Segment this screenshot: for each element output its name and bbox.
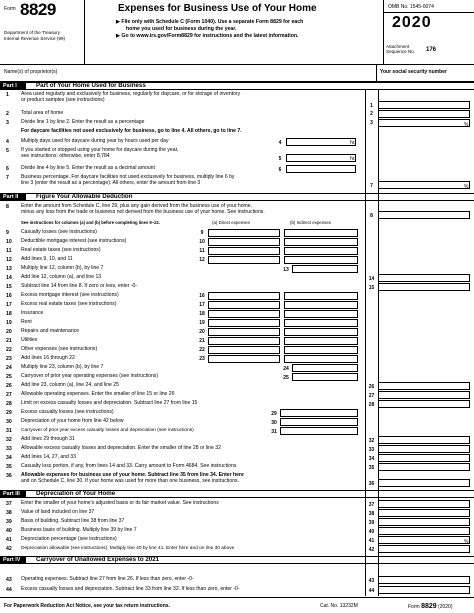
instruction-1: ▶ File only with Schedule C (Form 1040). Use a separate Form 8829 for each bbox=[116, 19, 304, 25]
box-36-num: 36 bbox=[368, 481, 375, 487]
part-2-tag: Part II bbox=[0, 194, 26, 201]
line-21-num: 21 bbox=[6, 338, 12, 344]
footer-form-label: Form bbox=[408, 604, 420, 610]
part-3-tag: Part III bbox=[0, 491, 26, 498]
box-18-num: 18 bbox=[199, 311, 205, 317]
line-17-col-b-input[interactable] bbox=[284, 301, 358, 309]
line-10-num: 10 bbox=[6, 239, 12, 245]
line-35-text: Casualty loss portion, if any, from lines 14 and 33. Carry amount to Form 4684. See instructions bbox=[21, 463, 237, 469]
line-36-num: 36 bbox=[6, 473, 12, 479]
line-39-text: Basis of building. Subtract line 38 from line 37 bbox=[21, 518, 125, 524]
line-15-num: 15 bbox=[6, 284, 12, 290]
line-30-num: 30 bbox=[6, 419, 12, 425]
line-4-input[interactable] bbox=[286, 138, 356, 146]
part-2-header bbox=[0, 193, 474, 201]
line-31-text: Carryover of prior year excess casualty losses and depreciation (see instructions) bbox=[21, 428, 194, 433]
line-5-hr: hr. bbox=[350, 156, 356, 162]
box-15-num: 15 bbox=[368, 285, 375, 291]
line-7-input[interactable] bbox=[378, 181, 470, 189]
box-9-num: 9 bbox=[200, 230, 204, 236]
line-12-num: 12 bbox=[6, 257, 12, 263]
line-12-text: Add lines 9, 10, and 11 bbox=[21, 256, 73, 262]
box-29-num: 29 bbox=[271, 411, 277, 417]
line-24-input[interactable] bbox=[292, 364, 358, 372]
line-34-input[interactable] bbox=[378, 454, 470, 462]
box-6-num: 6 bbox=[278, 167, 282, 173]
box-7-num: 7 bbox=[370, 183, 373, 189]
ssn-label: Your social security number bbox=[380, 69, 447, 75]
sequence-number: 176 bbox=[426, 47, 437, 53]
line-2-input[interactable] bbox=[378, 110, 470, 118]
line-3-text: Divide line 1 by line 2. Enter the result as a percentage bbox=[21, 119, 145, 125]
line-5-input[interactable] bbox=[286, 154, 356, 162]
box-20-num: 20 bbox=[199, 329, 205, 335]
line-24-num: 24 bbox=[6, 365, 12, 371]
line-20-text: Repairs and maintenance bbox=[21, 328, 80, 334]
line-8-text-b: minus any loss from the trade or business not derived from the business use of your home. See instructions. bbox=[21, 209, 265, 215]
line-26-num: 26 bbox=[6, 383, 12, 389]
line-19-text: Rent bbox=[21, 319, 32, 325]
line-29-input[interactable] bbox=[280, 409, 358, 417]
line-43-text: Operating expenses. Subtract line 27 from line 26. If less than zero, enter -0- bbox=[21, 576, 194, 582]
line-16-col-b-input[interactable] bbox=[284, 292, 358, 300]
box-27-num: 27 bbox=[368, 393, 375, 399]
line-18-col-a-input[interactable] bbox=[208, 310, 280, 318]
line-7-text-b: line 3 (enter the result as a percentage). All others, enter the amount from line 3 bbox=[21, 180, 201, 186]
form-instructions bbox=[116, 19, 366, 40]
line-26-input[interactable] bbox=[378, 382, 470, 390]
line-7-text-a: Business percentage. For daycare facilities not used exclusively for business, multiply line 6 by bbox=[21, 174, 235, 180]
line-21-col-a-input[interactable] bbox=[208, 337, 280, 345]
line-8-text-a: Enter the amount from Schedule C, line 29, plus any gain derived from the business use of your home, bbox=[21, 203, 253, 209]
box-4-num: 4 bbox=[278, 140, 282, 146]
attachment-text: Attachment bbox=[386, 44, 410, 49]
box-30-num: 30 bbox=[271, 420, 277, 426]
line-19-col-a-input[interactable] bbox=[208, 319, 280, 327]
instruction-2: home you used for business during the year. bbox=[126, 26, 237, 32]
line-8-num: 8 bbox=[6, 204, 9, 210]
line-36-text-a: Allowable expenses for business use of your home. Subtract line 35 from line 34. Enter here bbox=[21, 472, 244, 478]
line-6-num: 6 bbox=[6, 166, 9, 172]
line-44-text: Excess casualty losses and depreciation. Subtract line 33 from line 32. If less than zero, enter -0- bbox=[21, 586, 240, 592]
line-7-pct: % bbox=[464, 184, 469, 190]
line-42-num: 42 bbox=[6, 546, 12, 552]
tax-year: 2020 bbox=[392, 14, 432, 31]
part-4-title: Carryover of Unallowed Expenses to 2021 bbox=[36, 556, 160, 563]
line-41-num: 41 bbox=[6, 537, 12, 543]
line-21-col-b-input[interactable] bbox=[284, 337, 358, 345]
part-3-header bbox=[0, 490, 474, 498]
line-32-text: Add lines 29 through 31 bbox=[21, 436, 75, 442]
line-13-text: Multiply line 12, column (b), by line 7 bbox=[21, 265, 104, 271]
box-35-num: 35 bbox=[368, 465, 375, 471]
part-1-header bbox=[0, 82, 474, 90]
line-20-col-a-input[interactable] bbox=[208, 328, 280, 336]
box-23-num: 23 bbox=[199, 356, 205, 362]
line-22-col-b-input[interactable] bbox=[284, 346, 358, 354]
footer-form-id bbox=[408, 603, 452, 610]
line-2-text: Total area of home bbox=[21, 110, 64, 116]
box-38-num: 38 bbox=[368, 511, 375, 517]
line-33-num: 33 bbox=[6, 446, 12, 452]
line-12-col-a-input[interactable] bbox=[208, 256, 280, 264]
line-35-input[interactable] bbox=[378, 463, 470, 471]
line-27-input[interactable] bbox=[378, 391, 470, 399]
part-1-tag: Part I bbox=[0, 83, 26, 90]
line-18-col-b-input[interactable] bbox=[284, 310, 358, 318]
line-13-num: 13 bbox=[6, 266, 12, 272]
box-41-num: 41 bbox=[368, 538, 375, 544]
line-39-num: 39 bbox=[6, 519, 12, 525]
line-22-num: 22 bbox=[6, 347, 12, 353]
line-44-num: 44 bbox=[6, 587, 12, 593]
box-37-num: 37 bbox=[368, 502, 375, 508]
footer-form-year: (2020) bbox=[438, 604, 453, 610]
line-28-text: Limit on excess casualty losses and depreciation. Subtract line 27 from line 15 bbox=[21, 400, 198, 406]
line-31-num: 31 bbox=[6, 428, 12, 434]
line-42-input[interactable] bbox=[378, 545, 470, 553]
line-30-input[interactable] bbox=[280, 418, 358, 426]
box-28-num: 28 bbox=[368, 402, 375, 408]
box-19-num: 19 bbox=[199, 320, 205, 326]
line-14-text: Add line 12, column (a), and line 13 bbox=[21, 274, 102, 280]
line-17-num: 17 bbox=[6, 302, 12, 308]
line-41-input[interactable] bbox=[378, 536, 470, 544]
box-12-num: 12 bbox=[199, 257, 205, 263]
line-39-input[interactable] bbox=[378, 518, 470, 526]
line-29-text: Excess casualty losses (see instructions) bbox=[21, 409, 114, 415]
line-3-input[interactable] bbox=[378, 119, 470, 127]
line-16-num: 16 bbox=[6, 293, 12, 299]
box-26-num: 26 bbox=[368, 384, 375, 390]
line-43-num: 43 bbox=[6, 577, 12, 583]
line-34-num: 34 bbox=[6, 455, 12, 461]
dept-text: Department of the Treasury bbox=[4, 30, 60, 35]
catalog-number: Cat. No. 13232M bbox=[320, 603, 358, 609]
line-32-num: 32 bbox=[6, 437, 12, 443]
box-2-num: 2 bbox=[370, 111, 373, 117]
line-22-text: Other expenses (see instructions) bbox=[21, 346, 98, 352]
col-a-header: (a) Direct expenses bbox=[212, 220, 251, 225]
line-19-num: 19 bbox=[6, 320, 12, 326]
attachment-label bbox=[386, 44, 415, 55]
line-38-num: 38 bbox=[6, 510, 12, 516]
box-5-num: 5 bbox=[278, 156, 282, 162]
line-10-col-a-input[interactable] bbox=[208, 238, 280, 246]
box-8-num: 8 bbox=[370, 213, 373, 219]
line-14-input[interactable] bbox=[378, 274, 470, 282]
line-13-input[interactable] bbox=[292, 265, 358, 273]
form-label: Form bbox=[4, 6, 16, 12]
line-36-input[interactable] bbox=[378, 479, 470, 487]
line-11-col-a-input[interactable] bbox=[208, 247, 280, 255]
box-40-num: 40 bbox=[368, 529, 375, 535]
line-7-num: 7 bbox=[6, 175, 9, 181]
col-b-header: (b) Indirect expenses bbox=[290, 220, 331, 225]
line-44-input[interactable] bbox=[378, 586, 470, 594]
form-title: Expenses for Business Use of Your Home bbox=[118, 3, 317, 14]
line-10-col-b-input[interactable] bbox=[284, 238, 358, 246]
line-31-input[interactable] bbox=[280, 427, 358, 435]
box-11-num: 11 bbox=[199, 248, 205, 254]
line-3-pct: % bbox=[464, 122, 469, 128]
box-16-num: 16 bbox=[199, 293, 205, 299]
line-34-text: Add lines 14, 27, and 33 bbox=[21, 454, 76, 460]
line-4-text: Multiply days used for daycare during year by hours used per day bbox=[21, 138, 169, 144]
box-22-num: 22 bbox=[199, 347, 205, 353]
line-30-text: Depreciation of your home from line 42 below bbox=[21, 418, 124, 424]
footer-form-number: 8829 bbox=[421, 603, 437, 610]
instruction-3: ▶ Go to www.irs.gov/Form8829 for instructions and the latest information. bbox=[116, 33, 299, 39]
line-4-num: 4 bbox=[6, 139, 9, 145]
line-4-hr: hr. bbox=[350, 140, 356, 146]
line-3-note: For daycare facilities not used exclusively for business, go to line 4. All others, go to line 7. bbox=[21, 128, 242, 134]
line-25-text: Carryover of prior year operating expenses (see instructions) bbox=[21, 373, 159, 379]
line-5-text-a: If you started or stopped using your home for daycare during the year, bbox=[21, 147, 179, 153]
box-43-num: 43 bbox=[368, 578, 375, 584]
part-4-header bbox=[0, 556, 474, 564]
line-25-num: 25 bbox=[6, 374, 12, 380]
line-15-text: Subtract line 14 from line 8. If zero or less, enter -0- bbox=[21, 283, 138, 289]
line-40-text: Business basis of building. Multiply line 39 by line 7 bbox=[21, 527, 137, 533]
line-5-num: 5 bbox=[6, 148, 9, 154]
line-1-num: 1 bbox=[6, 92, 9, 98]
line-42-text: Depreciation allowable (see instructions). Multiply line 40 by line 41. Enter here and on line 30 above bbox=[21, 546, 235, 551]
paperwork-notice: For Paperwork Reduction Act Notice, see your tax return instructions. bbox=[4, 603, 170, 609]
line-33-text: Allowable excess casualty losses and depreciation. Enter the smaller of line 28 or line 32 bbox=[21, 445, 221, 451]
line-37-text: Enter the smaller of your home's adjusted basis or its fair market value. See instructions bbox=[21, 500, 219, 506]
line-24-text: Multiply line 23, column (b), by line 7 bbox=[21, 364, 104, 370]
line-9-text: Casualty losses (see instructions) bbox=[21, 229, 97, 235]
line-26-text: Add line 23, column (a), line 24, and line 25 bbox=[21, 382, 119, 388]
box-25-num: 25 bbox=[283, 375, 289, 381]
line-23-col-a-input[interactable] bbox=[208, 355, 280, 363]
line-2-num: 2 bbox=[6, 111, 9, 117]
box-31-num: 31 bbox=[271, 429, 277, 435]
part-3-title: Depreciation of Your Home bbox=[36, 490, 116, 497]
line-29-num: 29 bbox=[6, 410, 12, 416]
box-39-num: 39 bbox=[368, 520, 375, 526]
line-20-col-b-input[interactable] bbox=[284, 328, 358, 336]
line-27-text: Allowable operating expenses. Enter the smaller of line 15 or line 26 bbox=[21, 391, 175, 397]
line-35-num: 35 bbox=[6, 464, 12, 470]
line-38-input[interactable] bbox=[378, 509, 470, 517]
box-44-num: 44 bbox=[368, 588, 375, 594]
line-37-num: 37 bbox=[6, 501, 12, 507]
sequence-label: Sequence No. bbox=[386, 49, 416, 55]
part-4-tag: Part IV bbox=[0, 557, 26, 564]
line-38-text: Value of land included on line 37 bbox=[21, 509, 95, 515]
line-17-text: Excess real estate taxes (see instructions) bbox=[21, 301, 117, 307]
box-33-num: 33 bbox=[368, 447, 375, 453]
line-43-input[interactable] bbox=[378, 576, 470, 584]
line-9-num: 9 bbox=[6, 230, 9, 236]
box-14-num: 14 bbox=[368, 276, 375, 282]
box-10-num: 10 bbox=[199, 239, 205, 245]
line-8-input[interactable] bbox=[378, 211, 470, 219]
line-1-text-a: Area used regularly and exclusively for business, regularly for daycare, or for storage of inventory bbox=[21, 91, 241, 97]
line-1-input[interactable] bbox=[378, 101, 470, 109]
line-28-input[interactable] bbox=[378, 400, 470, 408]
line-14-num: 14 bbox=[6, 275, 12, 281]
line-11-num: 11 bbox=[6, 248, 12, 254]
line-18-num: 18 bbox=[6, 311, 12, 317]
line-23-text: Add lines 16 through 22 bbox=[21, 355, 75, 361]
line-3-num: 3 bbox=[6, 120, 9, 126]
line-18-text: Insurance bbox=[21, 310, 44, 316]
name-label: Name(s) of proprietor(s) bbox=[4, 69, 58, 75]
line-9-col-a-input[interactable] bbox=[208, 229, 280, 237]
line-32-input[interactable] bbox=[378, 436, 470, 444]
box-34-num: 34 bbox=[368, 456, 375, 462]
line-1-text-b: or product samples (see instructions) bbox=[21, 97, 105, 103]
line-19-col-b-input[interactable] bbox=[284, 319, 358, 327]
line-11-text: Real estate taxes (see instructions) bbox=[21, 247, 101, 253]
box-21-num: 21 bbox=[199, 338, 205, 344]
line-9-col-b-input[interactable] bbox=[284, 229, 358, 237]
department-label bbox=[4, 30, 82, 41]
line-40-num: 40 bbox=[6, 528, 12, 534]
box-1-num: 1 bbox=[370, 103, 373, 109]
line-41-text: Depreciation percentage (see instructions) bbox=[21, 536, 117, 542]
box-24-num: 24 bbox=[283, 366, 289, 372]
line-17-col-a-input[interactable] bbox=[208, 301, 280, 309]
box-3-num: 3 bbox=[370, 120, 373, 126]
line-36-text-b: and on Schedule C, line 30. If your home was used for more than one business, see instructions. bbox=[21, 478, 240, 484]
omb-number: OMB No. 1545-0074 bbox=[388, 4, 434, 10]
line-37-input[interactable] bbox=[378, 500, 470, 508]
line-28-num: 28 bbox=[6, 401, 12, 407]
line-10-text: Deductible mortgage interest (see instructions) bbox=[21, 238, 127, 244]
line-25-input[interactable] bbox=[292, 373, 358, 381]
line-27-num: 27 bbox=[6, 392, 12, 398]
line-16-text: Excess mortgage interest (see instructions) bbox=[21, 292, 119, 298]
part-1-title: Part of Your Home Used for Business bbox=[36, 82, 146, 89]
box-17-num: 17 bbox=[199, 302, 205, 308]
line-6-input[interactable] bbox=[286, 165, 356, 173]
line-40-input[interactable] bbox=[378, 527, 470, 535]
line-11-col-b-input[interactable] bbox=[284, 247, 358, 255]
line-41-pct: % bbox=[464, 539, 469, 545]
line-12-col-b-input[interactable] bbox=[284, 256, 358, 264]
box-42-num: 42 bbox=[368, 547, 375, 553]
line-16-col-a-input[interactable] bbox=[208, 292, 280, 300]
form-number: 8829 bbox=[20, 0, 56, 19]
box-13-num: 13 bbox=[283, 267, 289, 273]
line-6-text: Divide line 4 by line 5. Enter the result as a decimal amount bbox=[21, 165, 155, 171]
line-5-text-b: see instructions; otherwise, enter 8,784 bbox=[21, 153, 110, 159]
line-21-text: Utilities bbox=[21, 337, 38, 343]
column-note: See instructions for columns (a) and (b) before completing lines 9–22. bbox=[21, 220, 160, 225]
line-20-num: 20 bbox=[6, 329, 12, 335]
line-23-col-b-input[interactable] bbox=[284, 355, 358, 363]
irs-text: Internal Revenue Service (99) bbox=[4, 35, 66, 41]
line-22-col-a-input[interactable] bbox=[208, 346, 280, 354]
line-23-num: 23 bbox=[6, 356, 12, 362]
part-2-title: Figure Your Allowable Deduction bbox=[36, 193, 133, 200]
line-33-input[interactable] bbox=[378, 445, 470, 453]
box-32-num: 32 bbox=[368, 438, 375, 444]
line-15-input[interactable] bbox=[378, 283, 470, 291]
